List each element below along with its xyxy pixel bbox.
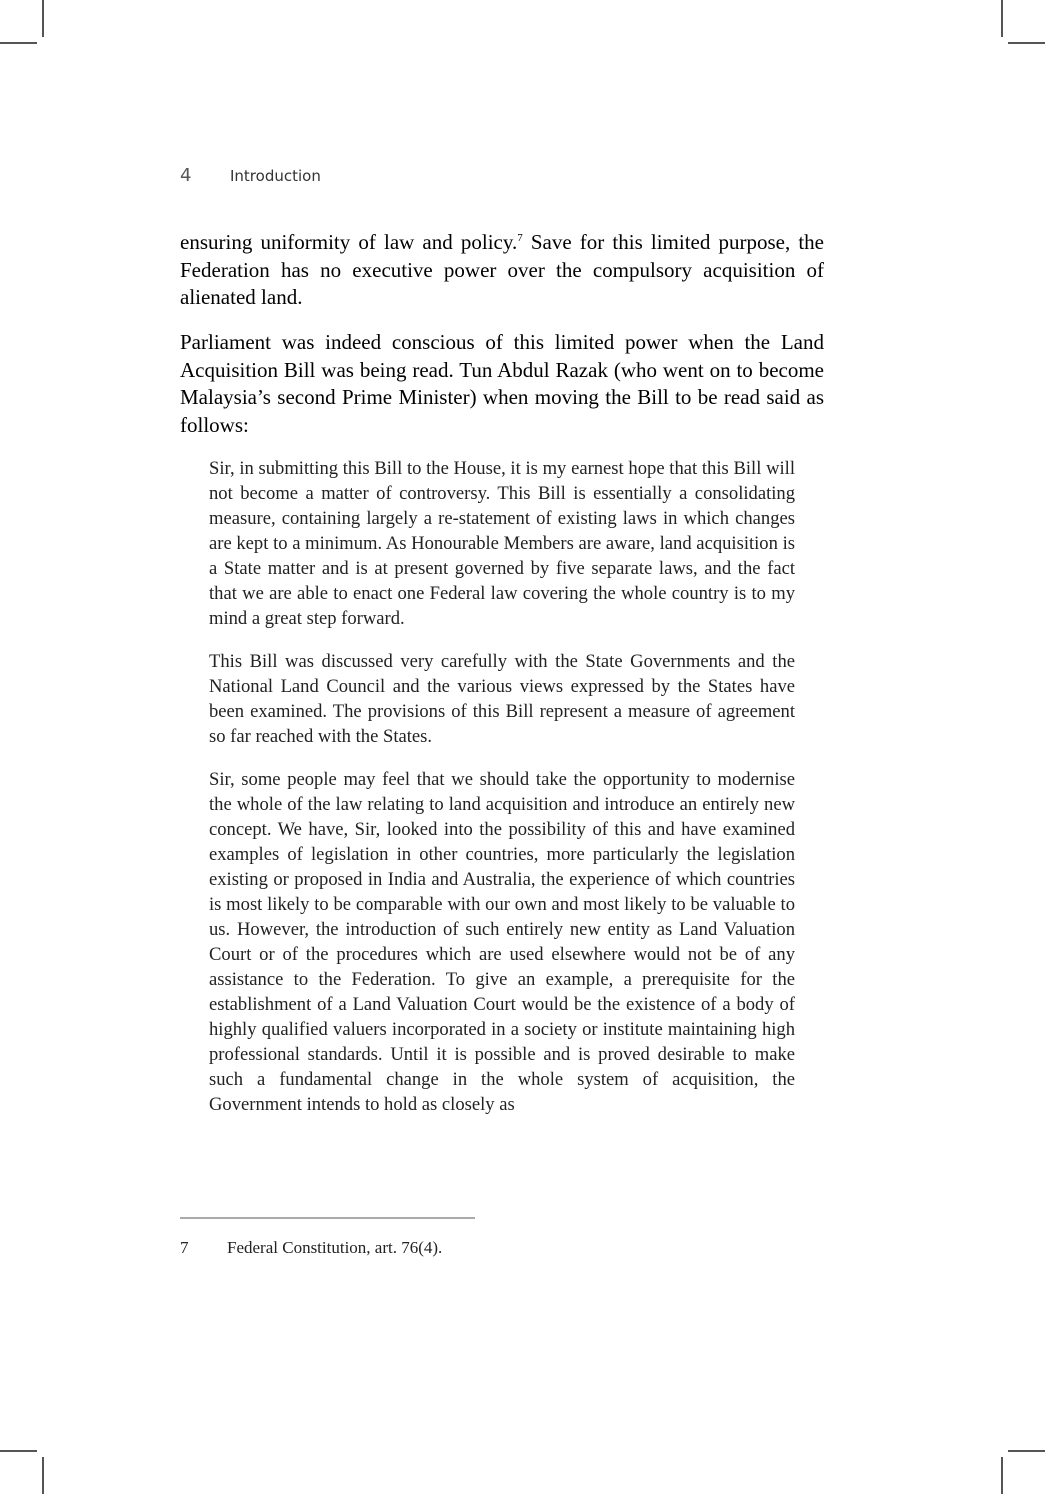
block-quote-paragraph: Sir, some people may feel that we should take the opportunity to modernise the whole of the law relating to land acquisition and introduce an entirely new concept. We have, Sir, looked into the possibility of this and have examined examples of legislation in other countries, more particularly the legislation existing or proposed in India and Australia, the experience of which countries is most likely to be comparable with our own and most likely to be valuable to us. However, the introduction of such entirely new entity as Land Valuation Court or of the procedures which are used elsewhere would not be of any assistance to the Federation. To give an example, a prerequisite for the establishment of a Land Valuation Court would be the existence of a body of highly qualified valuers incorporated in a society or institute maintaining high professional standards. Until it is possible and is proved desirable to make such a fundamental change in the whole system of acquisition, the Government intends to hold as closely as [209,769,795,1115]
crop-mark-top-left-horizontal [0,42,37,44]
block-quote-paragraph: This Bill was discussed very carefully with the State Governments and the National Land Council and the various views expressed by the States have been examined. The provisions of this Bill represent a measure of agreement so far reached with the States. [209,651,795,747]
footnote-number: 7 [180,1238,189,1257]
paragraph-text: Save for this limited purpose, the Federation has no executive power over the compulsory acquisition of alienated land. [180,230,824,309]
block-quote-paragraph: Sir, in submitting this Bill to the House, it is my earnest hope that this Bill will not become a matter of controversy. This Bill is essentially a consolidating measure, containing largely a re-statement of existing laws in which changes are kept to a minimum. As Honourable Members are aware, land acquisition is a State matter and is at present governed by five separate laws, and the fact that we are able to enact one Federal law covering the whole country is to my mind a great step forward. [209,458,795,629]
footnote-text: Federal Constitution, art. 76(4). [227,1238,443,1257]
footnote-separator [180,1217,475,1219]
crop-mark-bottom-left-horizontal [0,1450,37,1452]
page-number: 4 [180,165,192,186]
crop-mark-top-left-vertical [42,0,44,37]
paragraph-text: ensuring uniformity of law and policy. [180,230,518,254]
crop-mark-bottom-left-vertical [42,1457,44,1494]
body-paragraph: Parliament was indeed conscious of this limited power when the Land Acquisition Bill was being read. Tun Abdul Razak (who went on to become Malaysia’s second Prime Minister) when moving the Bill to be read said as follows: [180,330,824,437]
crop-mark-bottom-right-horizontal [1008,1450,1045,1452]
body-paragraph [180,229,824,312]
crop-mark-top-right-vertical [1001,0,1003,37]
footnote-reference[interactable]: 7 [517,232,523,244]
running-title: Introduction [230,167,321,185]
crop-mark-top-right-horizontal [1008,42,1045,44]
crop-mark-bottom-right-vertical [1001,1457,1003,1494]
